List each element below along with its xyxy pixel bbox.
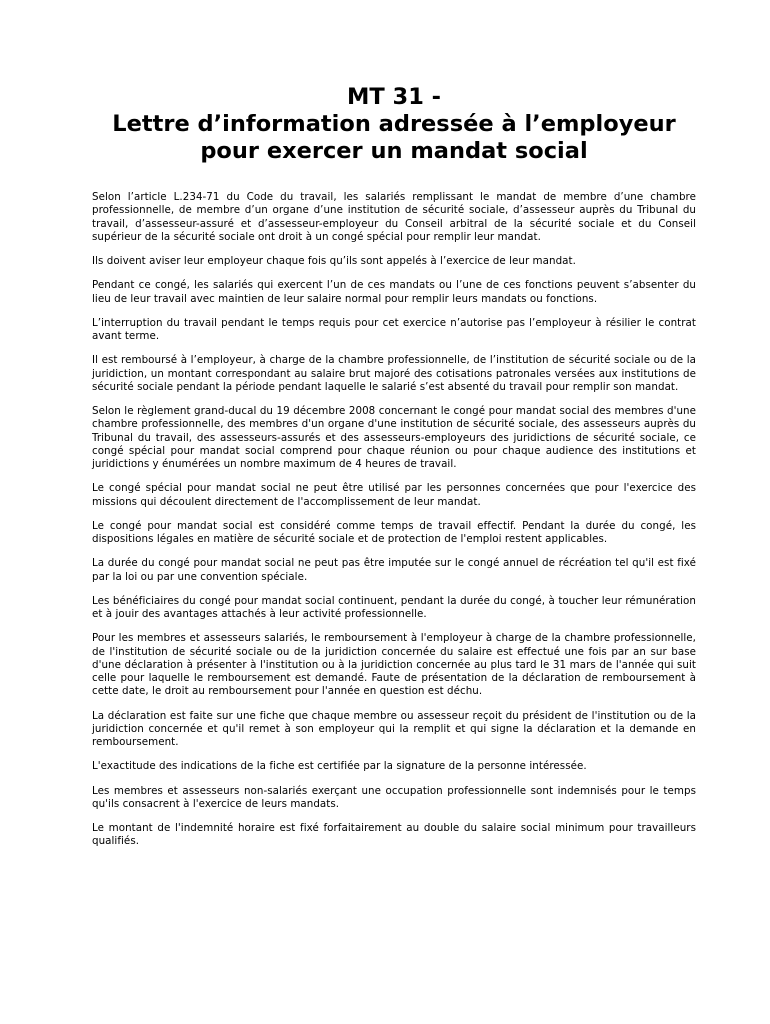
paragraph: Les membres et assesseurs non-salariés exerçant une occupation professionnelle sont indemnisés pour le temps qu'ils consacrent à l'exercice de leurs mandats. bbox=[92, 784, 696, 810]
paragraph: Selon le règlement grand-ducal du 19 décembre 2008 concernant le congé pour mandat social des membres d'une chambre professionnelle, des membres d'un organe d'une institution de sécurité sociale, des assesseurs auprès du Tribunal du travail, des assesseurs-assurés et des assesseurs-employeurs des juridictions de sécurité sociale, ce congé spécial pour mandat social comprend pour chaque réunion ou pour chaque audience des institutions et juridictions y énumérées un nombre maximum de 4 heures de travail. bbox=[92, 405, 696, 470]
title-line: pour exercer un mandat social bbox=[200, 138, 588, 164]
paragraph: Il est remboursé à l’employeur, à charge de la chambre professionnelle, de l’institution de sécurité sociale ou de la juridiction, un montant correspondant au salaire brut majoré des cotisations patronales versées aux institutions de sécurité sociale pendant la période pendant laquelle le salarié s’est absenté du travail pour remplir son mandat. bbox=[92, 354, 696, 393]
title-line: Lettre d’information adressée à l’employeur bbox=[112, 111, 676, 137]
paragraph: La durée du congé pour mandat social ne peut pas être imputée sur le congé annuel de récréation tel qu'il est fixé par la loi ou par une convention spéciale. bbox=[92, 557, 696, 583]
paragraph: Le congé spécial pour mandat social ne peut être utilisé par les personnes concernées que pour l'exercice des missions qui découlent directement de l'accomplissement de leur mandat. bbox=[92, 482, 696, 508]
paragraph: Pour les membres et assesseurs salariés, le remboursement à l'employeur à charge de la chambre professionnelle, de l'institution de sécurité sociale ou de la juridiction concernée du salaire est effectué une fois par an sur base d'une déclaration à présenter à l'institution ou à la juridiction concernée au plus tard le 31 mars de l'année qui suit celle pour laquelle le remboursement est demandé. Faute de présentation de la déclaration de remboursement à cette date, le droit au remboursement pour l'année en question est déchu. bbox=[92, 632, 696, 698]
document-page bbox=[92, 84, 696, 860]
paragraph: Le congé pour mandat social est considéré comme temps de travail effectif. Pendant la durée du congé, les dispositions légales en matière de sécurité sociale et de protection de l'emploi restent applicables. bbox=[92, 519, 696, 545]
paragraph: L'exactitude des indications de la fiche est certifiée par la signature de la personne intéressée. bbox=[92, 760, 587, 773]
paragraph: Pendant ce congé, les salariés qui exercent l’un de ces mandats ou l’une de ces fonctions peuvent s’absenter du lieu de leur travail avec maintien de leur salaire normal pour remplir leurs mandats ou fonctions. bbox=[92, 279, 696, 305]
title-line: MT 31 - bbox=[346, 84, 442, 110]
paragraph: Selon l’article L.234-71 du Code du travail, les salariés remplissant le mandat de membre d’une chambre professionnelle, de membre d’un organe d’une institution de sécurité sociale, d’assesseur auprès du Tribunal du travail, d’assesseur-assuré et d’assesseur-employeur du Conseil arbitral de la sécurité sociale et du Conseil supérieur de la sécurité sociale ont droit à un congé spécial pour remplir leur mandat. bbox=[92, 191, 696, 243]
paragraph: La déclaration est faite sur une fiche que chaque membre ou assesseur reçoit du président de l'institution ou de la juridiction concernée et qu'il remet à son employeur qui la remplit et qui signe la déclaration et la demande en remboursement. bbox=[92, 709, 696, 748]
paragraph: Le montant de l'indemnité horaire est fixé forfaitairement au double du salaire social minimum pour travailleurs qualifiés. bbox=[92, 822, 696, 848]
paragraph: Ils doivent aviser leur employeur chaque fois qu’ils sont appelés à l’exercice de leur mandat. bbox=[92, 255, 576, 267]
paragraph: Les bénéficiaires du congé pour mandat social continuent, pendant la durée du congé, à toucher leur rémunération et à jouir des avantages attachés à leur activité professionnelle. bbox=[92, 594, 696, 620]
paragraph: L’interruption du travail pendant le temps requis pour cet exercice n’autorise pas l’employeur à résilier le contrat avant terme. bbox=[92, 316, 696, 342]
document-title bbox=[92, 84, 696, 165]
